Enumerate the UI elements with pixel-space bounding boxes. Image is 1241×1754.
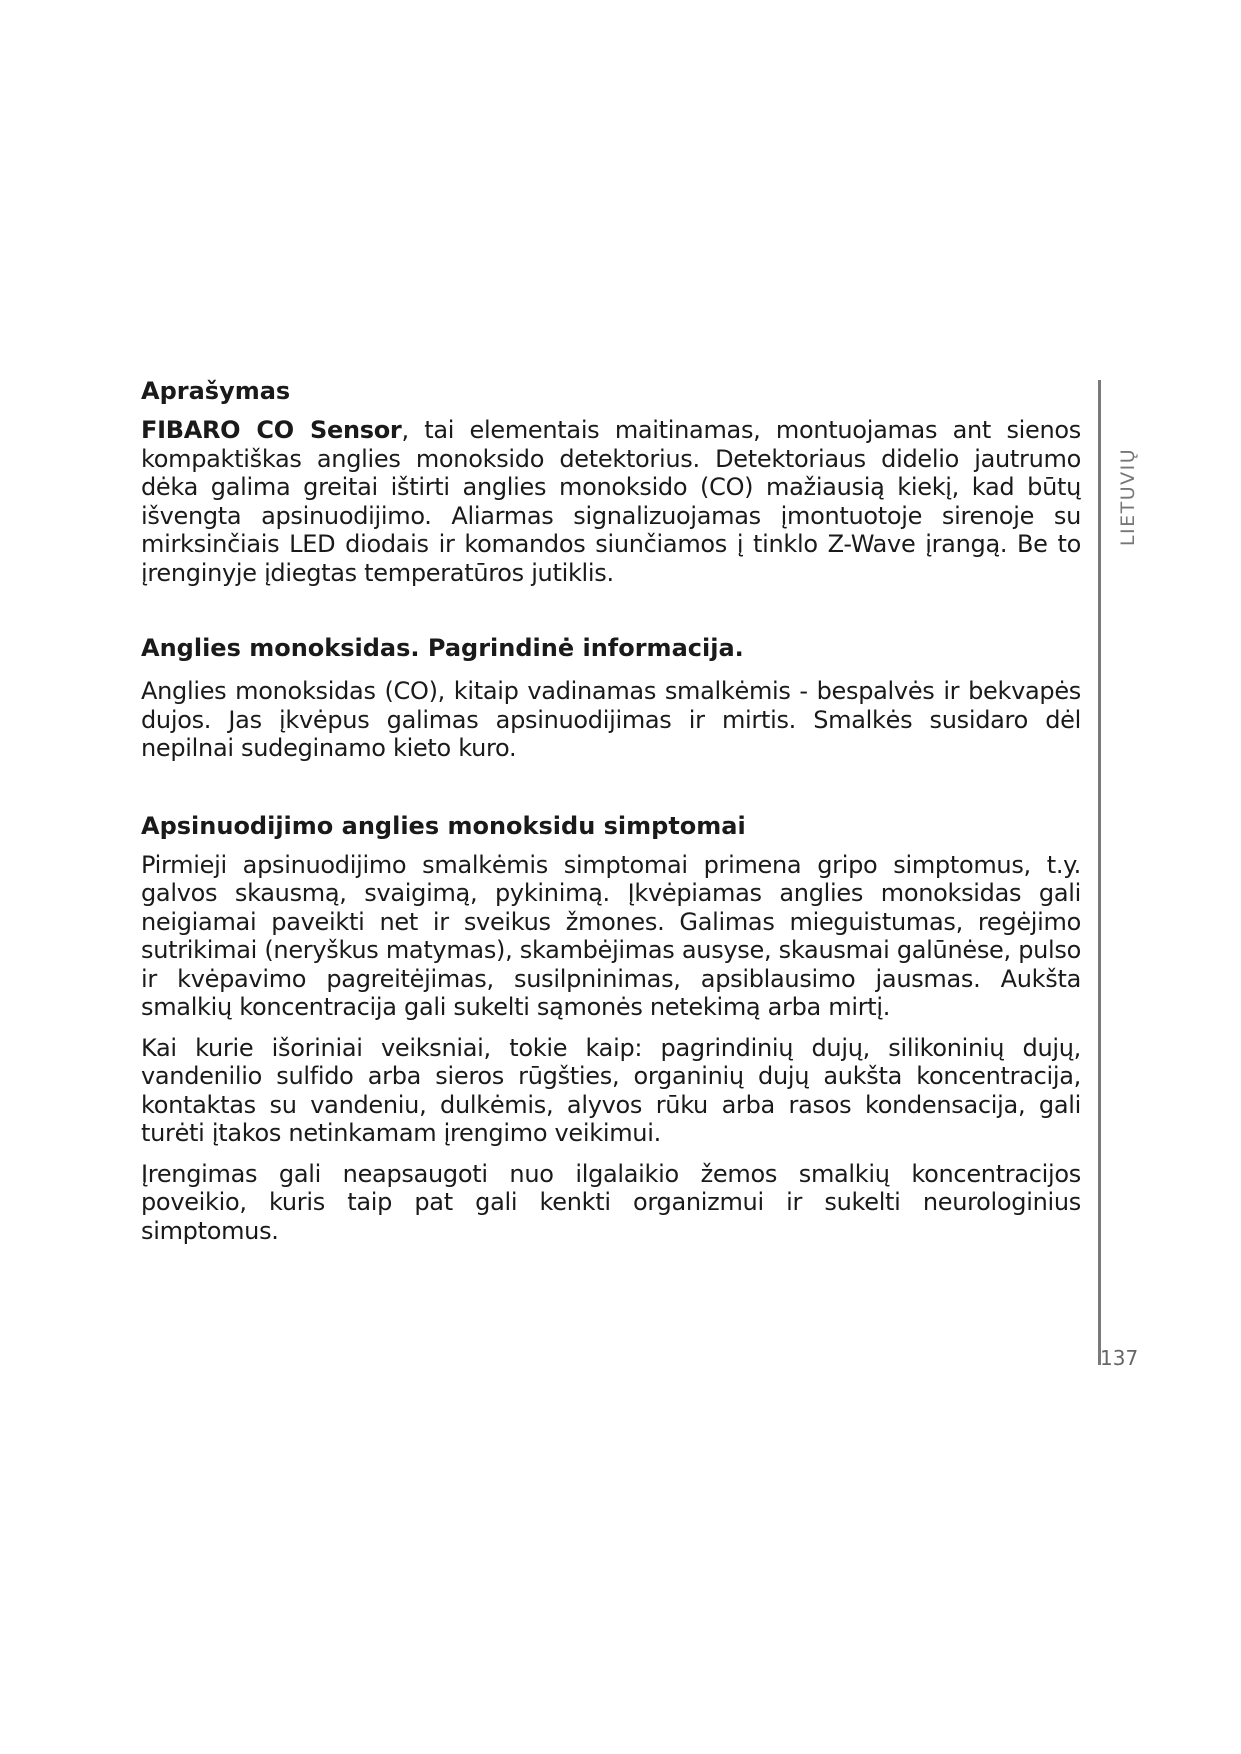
external-factors-paragraph: Kai kurie išoriniai veiksniai, tokie kaip: pagrindinių dujų, silikoninių dujų, vandenilio sulfido arba sieros rūgšties, organinių dujų aukšta koncentracija, kontaktas su vandeniu, dulkėmis, alyvos rūku arba rasos kondensacija, gali turėti įtakos netinkamam įrengimo veikimui. <box>141 1033 1081 1147</box>
co-info-paragraph: Anglies monoksidas (CO), kitaip vadinamas smalkėmis - bespalvės ir bekvapės dujos. Jas įkvėpus galimas apsinuodijimas ir mirtis. Smalkės susidaro dėl nepilnai sudeginamo kieto kuro. <box>141 677 1081 762</box>
product-name: FIBARO CO Sensor <box>141 416 402 444</box>
section-heading-co-basic-info: Anglies monoksidas. Pagrindinė informacija. <box>141 634 744 662</box>
section-heading-description: Aprašymas <box>141 377 291 405</box>
description-paragraph <box>141 416 1081 587</box>
description-text: , tai elementais maitinamas, montuojamas ant sienos kompaktiškas anglies monoksido detektorius. Detektoriaus didelio jautrumo dėka galima greitai ištirti anglies monoksido (CO) mažiausią kiekį, kad būtų išvengta apsinuodijimo. Aliarmas signalizuojamas įmontuotoje sirenoje su mirksinčiais LED diodais ir komandos siunčiamos į tinklo Z-Wave įrangą. Be to įrenginyje įdiegtas temperatūros jutiklis. <box>141 416 1081 587</box>
margin-rule <box>1098 380 1101 1365</box>
section-heading-symptoms: Apsinuodijimo anglies monoksidu simptomai <box>141 811 746 840</box>
section-description <box>141 376 1081 587</box>
language-tab-label: LIETUVIŲ <box>1117 447 1139 547</box>
symptoms-paragraph: Pirmieji apsinuodijimo smalkėmis simptomai primena gripo simptomus, t.y. galvos skausmą, svaigimą, pykinimą. Įkvėpiamas anglies monoksidas gali neigiamai paveikti net ir sveikus žmones. Galimas mieguistumas, regėjimo sutrikimai (neryškus matymas), skambėjimas ausyse, skausmai galūnėse, pulso ir kvėpavimo pagreitėjimas, susilpninimas, apsiblausimo jausmas. Aukšta smalkių koncentracija gali sukelti sąmonės netekimą arba mirtį. <box>141 850 1081 1021</box>
section-symptoms <box>141 811 1081 1246</box>
document-body <box>141 376 1081 1245</box>
section-co-basic-info <box>141 633 1081 763</box>
page-number: 137 <box>1100 1346 1139 1370</box>
long-term-exposure-paragraph: Įrengimas gali neapsaugoti nuo ilgalaikio žemos smalkių koncentracijos poveikio, kuris taip pat gali kenkti organizmui ir sukelti neurologinius simptomus. <box>141 1159 1081 1245</box>
